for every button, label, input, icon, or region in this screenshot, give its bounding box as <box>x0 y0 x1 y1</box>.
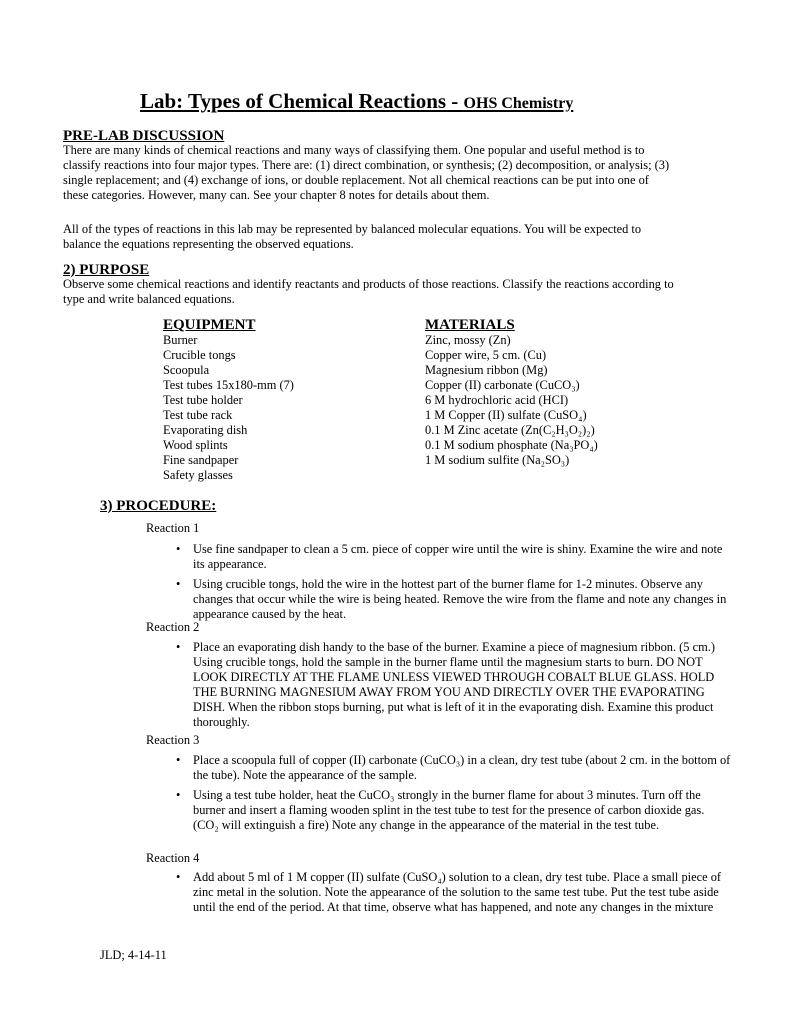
reaction-1-steps <box>176 542 731 627</box>
equipment-item: Safety glasses <box>163 468 233 482</box>
equipment-list <box>163 333 294 483</box>
title-main: Lab: Types of Chemical Reactions - <box>140 89 464 113</box>
procedure-step: • Place an evaporating dish handy to the base of the burner. Examine a piece of magnesium ribbon. (5 cm.) Using crucible tongs, hold the sample in the burner flame until the magnesium starts to burn. DO NOT LOOK DIRECTLY AT THE FLAME UNLESS VIEWED THROUGH COBALT BLUE GLASS. HOLD THE BURNING MAGNESIUM AWAY FROM YOU AND DIRECTLY OVER THE EVAPORATING DISH. When the ribbon stops burning, put what is left of it in the evaporating dish. Examine this product thoroughly. <box>176 640 731 730</box>
page-title <box>140 88 573 117</box>
equipment-item: Burner <box>163 333 198 347</box>
prelab-heading-text: PRE-LAB DISCUSSION <box>63 128 225 144</box>
material-item: 6 M hydrochloric acid (HCI) <box>425 393 569 407</box>
equipment-heading <box>163 316 256 334</box>
equipment-item: Crucible tongs <box>163 348 236 362</box>
material-item: 1 M Copper (II) sulfate (CuSO₄) <box>425 408 587 422</box>
equipment-item: Evaporating dish <box>163 423 248 437</box>
procedure-heading <box>100 497 216 515</box>
prelab-paragraph-1: There are many kinds of chemical reactions and many ways of classifying them. One popular and useful method is to classify reactions into four major types. There are: (1) direct combination, or synthesis; (2) decomposition, or analysis; (3) single replacement; and (4) exchange of ions, or double replacement. Not all chemical reactions can be put into one of these categories. However, many can. See your chapter 8 notes for details about them. <box>63 143 670 202</box>
equipment-item: Scoopula <box>163 363 210 377</box>
material-item: 0.1 M Zinc acetate (Zn(C₂H₃O₂)₂) <box>425 423 595 437</box>
reaction-label: Reaction 3 <box>146 733 200 747</box>
reaction-label: Reaction 1 <box>146 521 200 535</box>
material-item: 1 M sodium sulfite (Na₂SO₃) <box>425 453 570 467</box>
reaction-3-steps <box>176 753 731 838</box>
prelab-paragraph-2: All of the types of reactions in this lab may be represented by balanced molecular equations. You will be expected to balance the equations representing the observed equations. <box>63 222 642 251</box>
equipment-item: Test tubes 15x180-mm (7) <box>163 378 294 392</box>
reaction-4-steps <box>176 870 731 920</box>
purpose-text: Observe some chemical reactions and identify reactants and products of those reactions. Classify the reactions according to type and write balanced equations. <box>63 277 674 306</box>
material-item: Zinc, mossy (Zn) <box>425 333 511 347</box>
material-item: Copper wire, 5 cm. (Cu) <box>425 348 547 362</box>
materials-list <box>425 333 598 468</box>
reaction-2-steps <box>176 640 731 735</box>
reaction-label: Reaction 2 <box>146 620 200 634</box>
procedure-step: • Use fine sandpaper to clean a 5 cm. piece of copper wire until the wire is shiny. Examine the wire and note its appearance. <box>176 542 731 572</box>
procedure-heading-text: 3) PROCEDURE: <box>100 498 217 514</box>
footer-text: JLD; 4-14-11 <box>100 948 167 962</box>
purpose-heading-text: 2) PURPOSE <box>63 262 150 278</box>
procedure-step: • Place a scoopula full of copper (II) carbonate (CuCO₃) in a clean, dry test tube (about 2 cm. in the bottom of the tube). Note the appearance of the sample. <box>176 753 731 783</box>
procedure-step: • Using a test tube holder, heat the CuCO₃ strongly in the burner flame for about 3 minutes. Turn off the burner and insert a flaming wooden splint in the test tube to test for the presence of carbon dioxide gas. (CO₂ will extinguish a fire) Note any change in the appearance of the material in the test tube. <box>176 788 731 833</box>
material-item: 0.1 M sodium phosphate (Na₃PO₄) <box>425 438 598 452</box>
procedure-step: • Add about 5 ml of 1 M copper (II) sulfate (CuSO₄) solution to a clean, dry test tube. Place a small piece of zinc metal in the solution. Note the appearance of the solution to the same test tube. Put the test tube aside until the end of the period. At that time, observe what has happened, and note any changes in the mixture <box>176 870 731 915</box>
equipment-item: Fine sandpaper <box>163 453 239 467</box>
material-item: Copper (II) carbonate (CuCO₃) <box>425 378 580 392</box>
materials-heading <box>425 316 515 334</box>
procedure-step: • Using crucible tongs, hold the wire in the hottest part of the burner flame for 1-2 minutes. Observe any changes that occur while the wire is being heated. Remove the wire from the flame and note any changes in appearance caused by the heat. <box>176 577 731 622</box>
equipment-heading-text: EQUIPMENT <box>163 317 256 333</box>
equipment-item: Test tube holder <box>163 393 243 407</box>
equipment-item: Test tube rack <box>163 408 233 422</box>
materials-heading-text: MATERIALS <box>425 317 515 333</box>
equipment-item: Wood splints <box>163 438 228 452</box>
title-sub: OHS Chemistry <box>463 95 574 112</box>
reaction-label: Reaction 4 <box>146 851 200 865</box>
material-item: Magnesium ribbon (Mg) <box>425 363 548 377</box>
